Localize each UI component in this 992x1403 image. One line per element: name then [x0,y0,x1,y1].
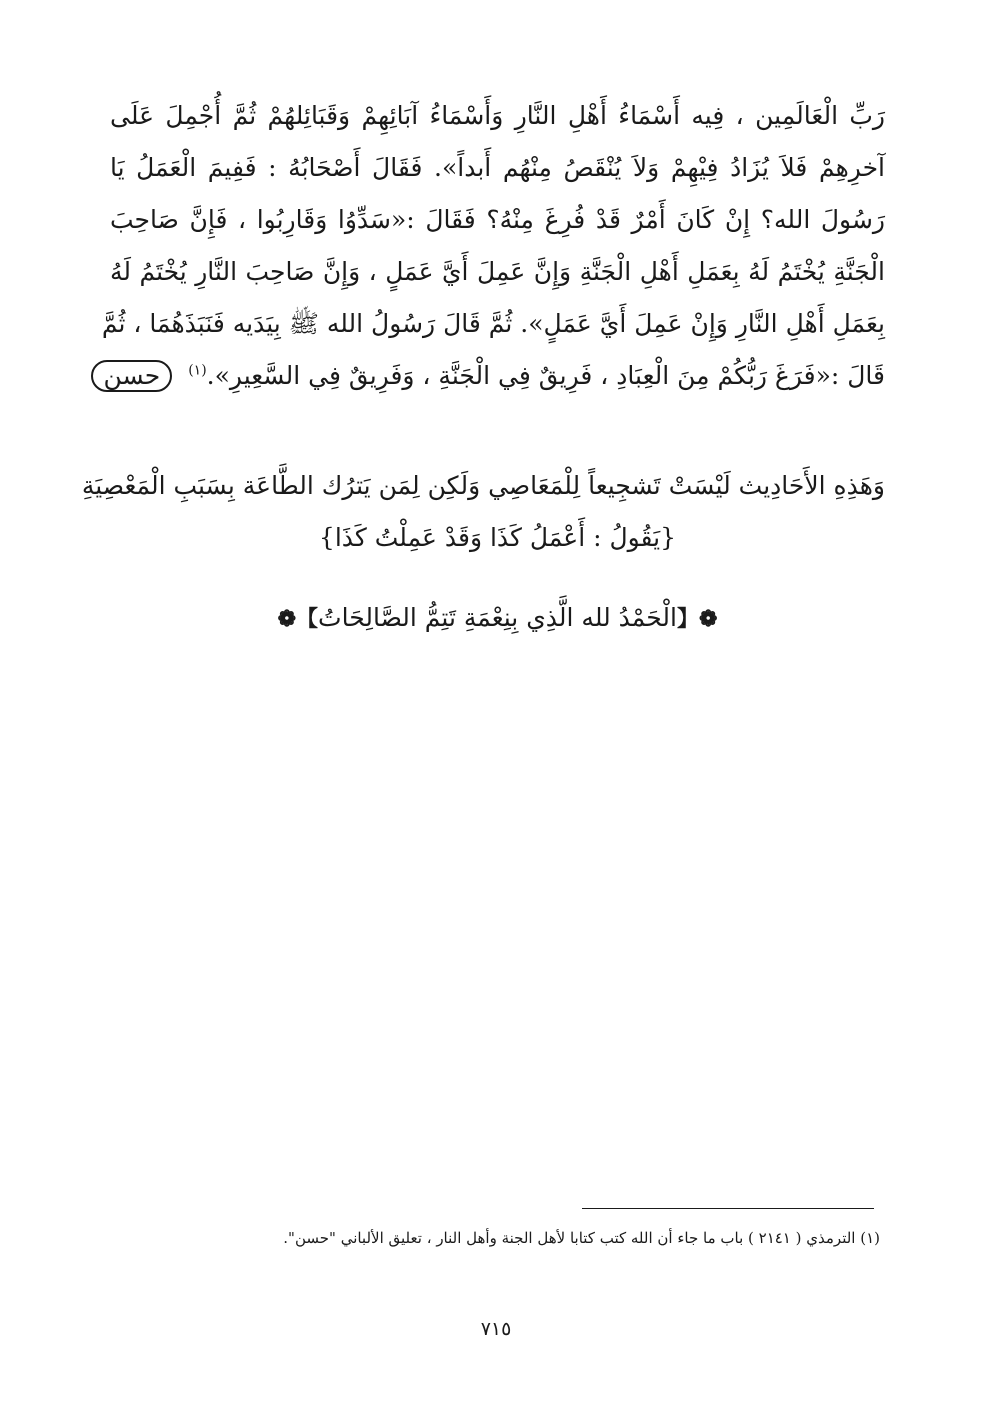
bracket-close: 】 [296,606,319,632]
hadith-line-1: رَبِّ الْعَالَمِين ، فِيه أَسْمَاءُ أَهْلِ النَّارِ وَأَسْمَاءُ آبَائِهِمْ وَقَبَائِلهُمْ ثُمَّ أُجْمِلَ عَلَى [110,101,885,130]
hadith-line-4: الْجَنَّةِ يُخْتَمُ لَهُ بِعَمَلِ أَهْلِ الْجَنَّةِ وَإِنَّ عَمِلَ أَيَّ عَمَلٍ ، وَإِنَّ صَاحِبَ النَّارِ يُخْتَمُ لَهُ [110,257,885,286]
commentary-note [81,460,885,564]
footnote: (١) الترمذي ( ٢١٤١ ) باب ما جاء أن الله كتب كتابا لأهل الجنة وأهل النار ، تعليق الألباني "حسن". [283,1229,880,1247]
hadith-paragraph [101,90,885,402]
hadith-line-2: آخرِهِمْ فَلاَ يُزَادُ فِيْهِمْ وَلاَ يُنْقَصُ مِنْهُم أَبداً». فَقَالَ أَصْحَابُهُ : فَفِيمَ الْعَمَلُ يَا [110,153,885,182]
hadith-line-5: بِعَمَلِ أَهْلِ النَّارِ وَإِنْ عَمِلَ أَيَّ عَمَلٍ». ثُمَّ قَالَ رَسُولُ الله ﷺ بِيَدَيه فَنَبَذَهُمَا ، ثُمَّ [101,309,885,338]
closing-text: الْحَمْدُ لله الَّذِي بِنِعْمَةِ تَتِمُّ الصَّالِحَاتُ [318,603,677,632]
footnote-divider [582,1208,874,1209]
note-line-1: وَهَذِهِ الأَحَادِيث لَيْسَتْ تَشجِيعاً لِلْمَعَاصِي وَلَكِن لِمَن يَترُك الطَّاعَة بِسَبَبِ الْمَعْصِيَةِ [81,471,885,500]
ornament-right-icon: ❁ [698,606,718,632]
page-number: ٧١٥ [480,1318,512,1340]
closing-phrase [110,592,885,645]
note-line-2: {يَقُولُ : أَعْمَلُ كَذَا وَقَدْ عَمِلْتُ كَذَا} [318,523,677,552]
hadith-line-3: رَسُولَ الله؟ إِنْ كَانَ أَمْرٌ قَدْ فُرِغَ مِنْهُ؟ فَقَالَ :«سَدِّوُا وَقَارِبُوا ، فَإِنَّ صَاحِبَ [110,205,885,234]
ornament-left-icon: ❁ [277,606,297,632]
hadith-line-6-text: قَالَ :«فَرَغَ رَبُّكُمْ مِنَ الْعِبَادِ ، فَرِيقٌ فِي الْجَنَّةِ ، وَفَرِيقٌ فِي السَّعِيرِ». [206,361,885,390]
hadith-grade-badge: حسن [91,360,172,392]
hadith-line-6 [103,350,885,402]
bracket-open: 【 [676,606,699,632]
footnote-reference[interactable]: (١) [188,362,207,379]
